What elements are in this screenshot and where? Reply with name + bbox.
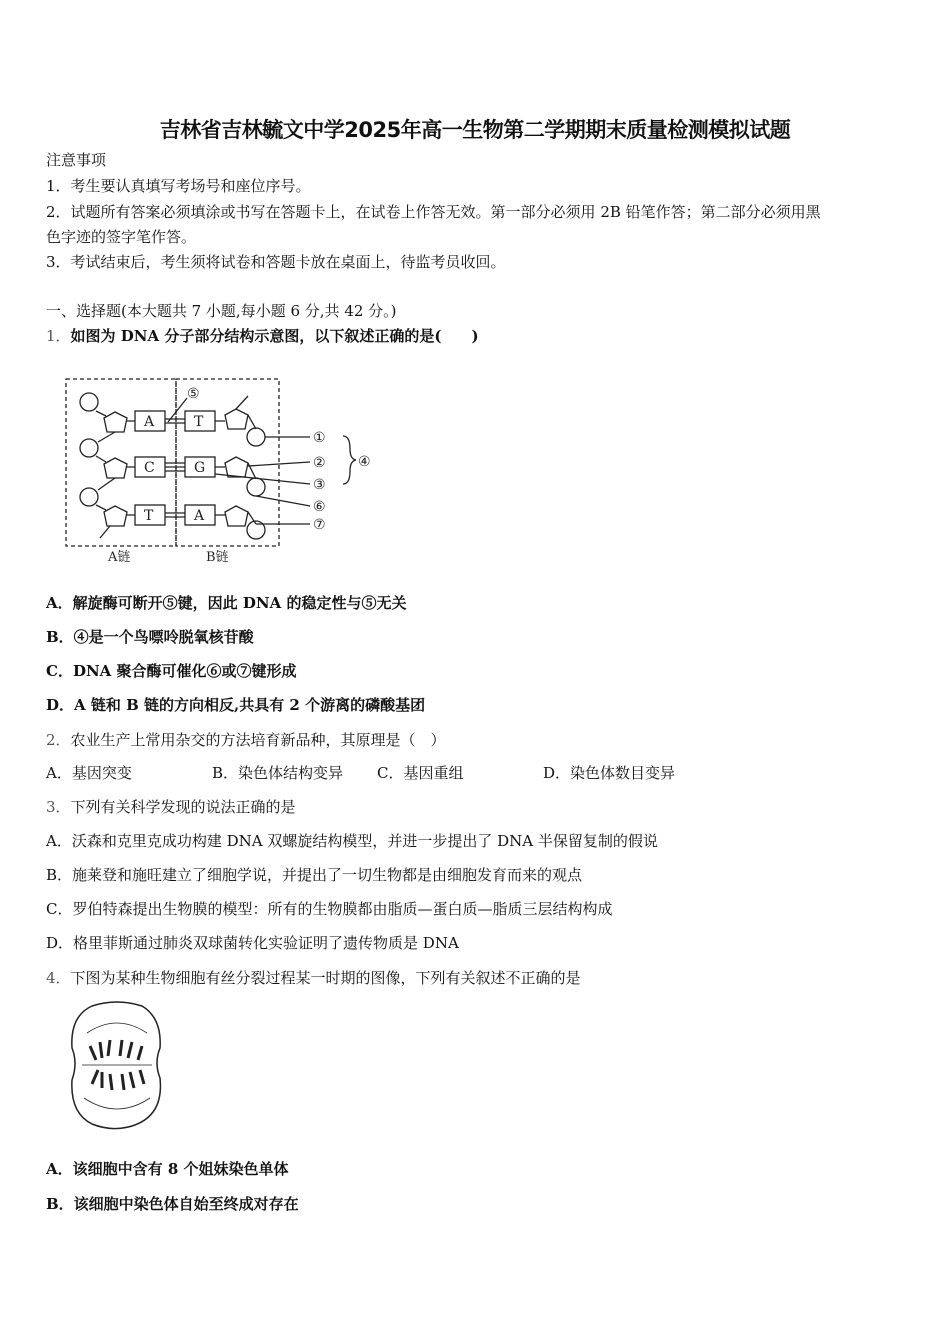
question-number: 3． [46, 798, 71, 816]
option: B．④是一个鸟嘌呤脱氧核苷酸 [46, 628, 254, 646]
notice-item: 2．试题所有答案必须填涂或书写在答题卡上，在试卷上作答无效。第一部分必须用 2B 铅笔作答；第二部分必须用黑 [46, 203, 821, 221]
option: D．格里菲斯通过肺炎双球菌转化实验证明了遗传物质是 DNA [46, 934, 459, 952]
base-label: T [194, 414, 204, 430]
option: C．DNA 聚合酶可催化⑥或⑦键形成 [46, 662, 297, 680]
base-label: C [144, 460, 155, 476]
option: D．染色体数目变异 [543, 764, 676, 782]
question-number: 4． [46, 969, 71, 987]
notice-heading: 注意事项 [46, 151, 107, 169]
question-number: 1． [46, 327, 71, 345]
option: A．解旋酶可断开⑤键，因此 DNA 的稳定性与⑤无关 [46, 594, 407, 612]
chain-b-label: B链 [206, 550, 229, 565]
label-2: ② [313, 455, 326, 471]
base-label: A [144, 414, 155, 430]
section-heading: 一、选择题(本大题共 7 小题,每小题 6 分,共 42 分。) [46, 302, 397, 320]
question-stem: 如图为 DNA 分子部分结构示意图，以下叙述正确的是( ) [70, 327, 479, 345]
mitosis-cell-image [62, 998, 172, 1133]
dna-structure-diagram [60, 374, 371, 565]
label-3: ③ [313, 477, 326, 493]
base-label: A [194, 508, 205, 524]
label-5: ⑤ [187, 386, 200, 402]
option: B．染色体结构变异 [212, 764, 344, 782]
label-6: ⑥ [313, 499, 326, 515]
question-3 [46, 797, 296, 817]
question-stem: 农业生产上常用杂交的方法培育新品种，其原理是（ ） [70, 731, 446, 749]
chain-a-label: A链 [108, 550, 131, 565]
question-2 [46, 730, 446, 750]
label-7: ⑦ [313, 517, 326, 533]
page-title: 吉林省吉林毓文中学2025年高一生物第二学期期末质量检测模拟试题 [159, 118, 791, 142]
label-1: ① [313, 430, 326, 446]
notice-item: 1．考生要认真填写考场号和座位序号。 [46, 177, 311, 195]
notice-item: 色字迹的签字笔作答。 [46, 228, 197, 246]
question-stem: 下图为某种生物细胞有丝分裂过程某一时期的图像，下列有关叙述不正确的是 [70, 969, 581, 987]
option: C．基因重组 [377, 764, 464, 782]
notice-item: 3．考试结束后，考生须将试卷和答题卡放在桌面上，待监考员收回。 [46, 253, 506, 271]
option: A．沃森和克里克成功构建 DNA 双螺旋结构模型，并进一步提出了 DNA 半保留复制的假说 [46, 832, 658, 850]
question-1 [46, 326, 479, 346]
question-stem: 下列有关科学发现的说法正确的是 [70, 798, 296, 816]
question-number: 2． [46, 731, 71, 749]
base-label: G [194, 460, 206, 476]
option: B．施莱登和施旺建立了细胞学说，并提出了一切生物都是由细胞发育而来的观点 [46, 866, 583, 884]
option: D．A 链和 B 链的方向相反,共具有 2 个游离的磷酸基团 [46, 696, 426, 714]
option: A．该细胞中含有 8 个姐妹染色单体 [46, 1160, 289, 1178]
option: A．基因突变 [46, 764, 132, 782]
question-4 [46, 968, 581, 988]
label-4: ④ [358, 454, 371, 470]
option: B．该细胞中染色体自始至终成对存在 [46, 1195, 299, 1213]
base-label: T [144, 508, 154, 524]
option: C．罗伯特森提出生物膜的模型：所有的生物膜都由脂质—蛋白质—脂质三层结构构成 [46, 900, 613, 918]
